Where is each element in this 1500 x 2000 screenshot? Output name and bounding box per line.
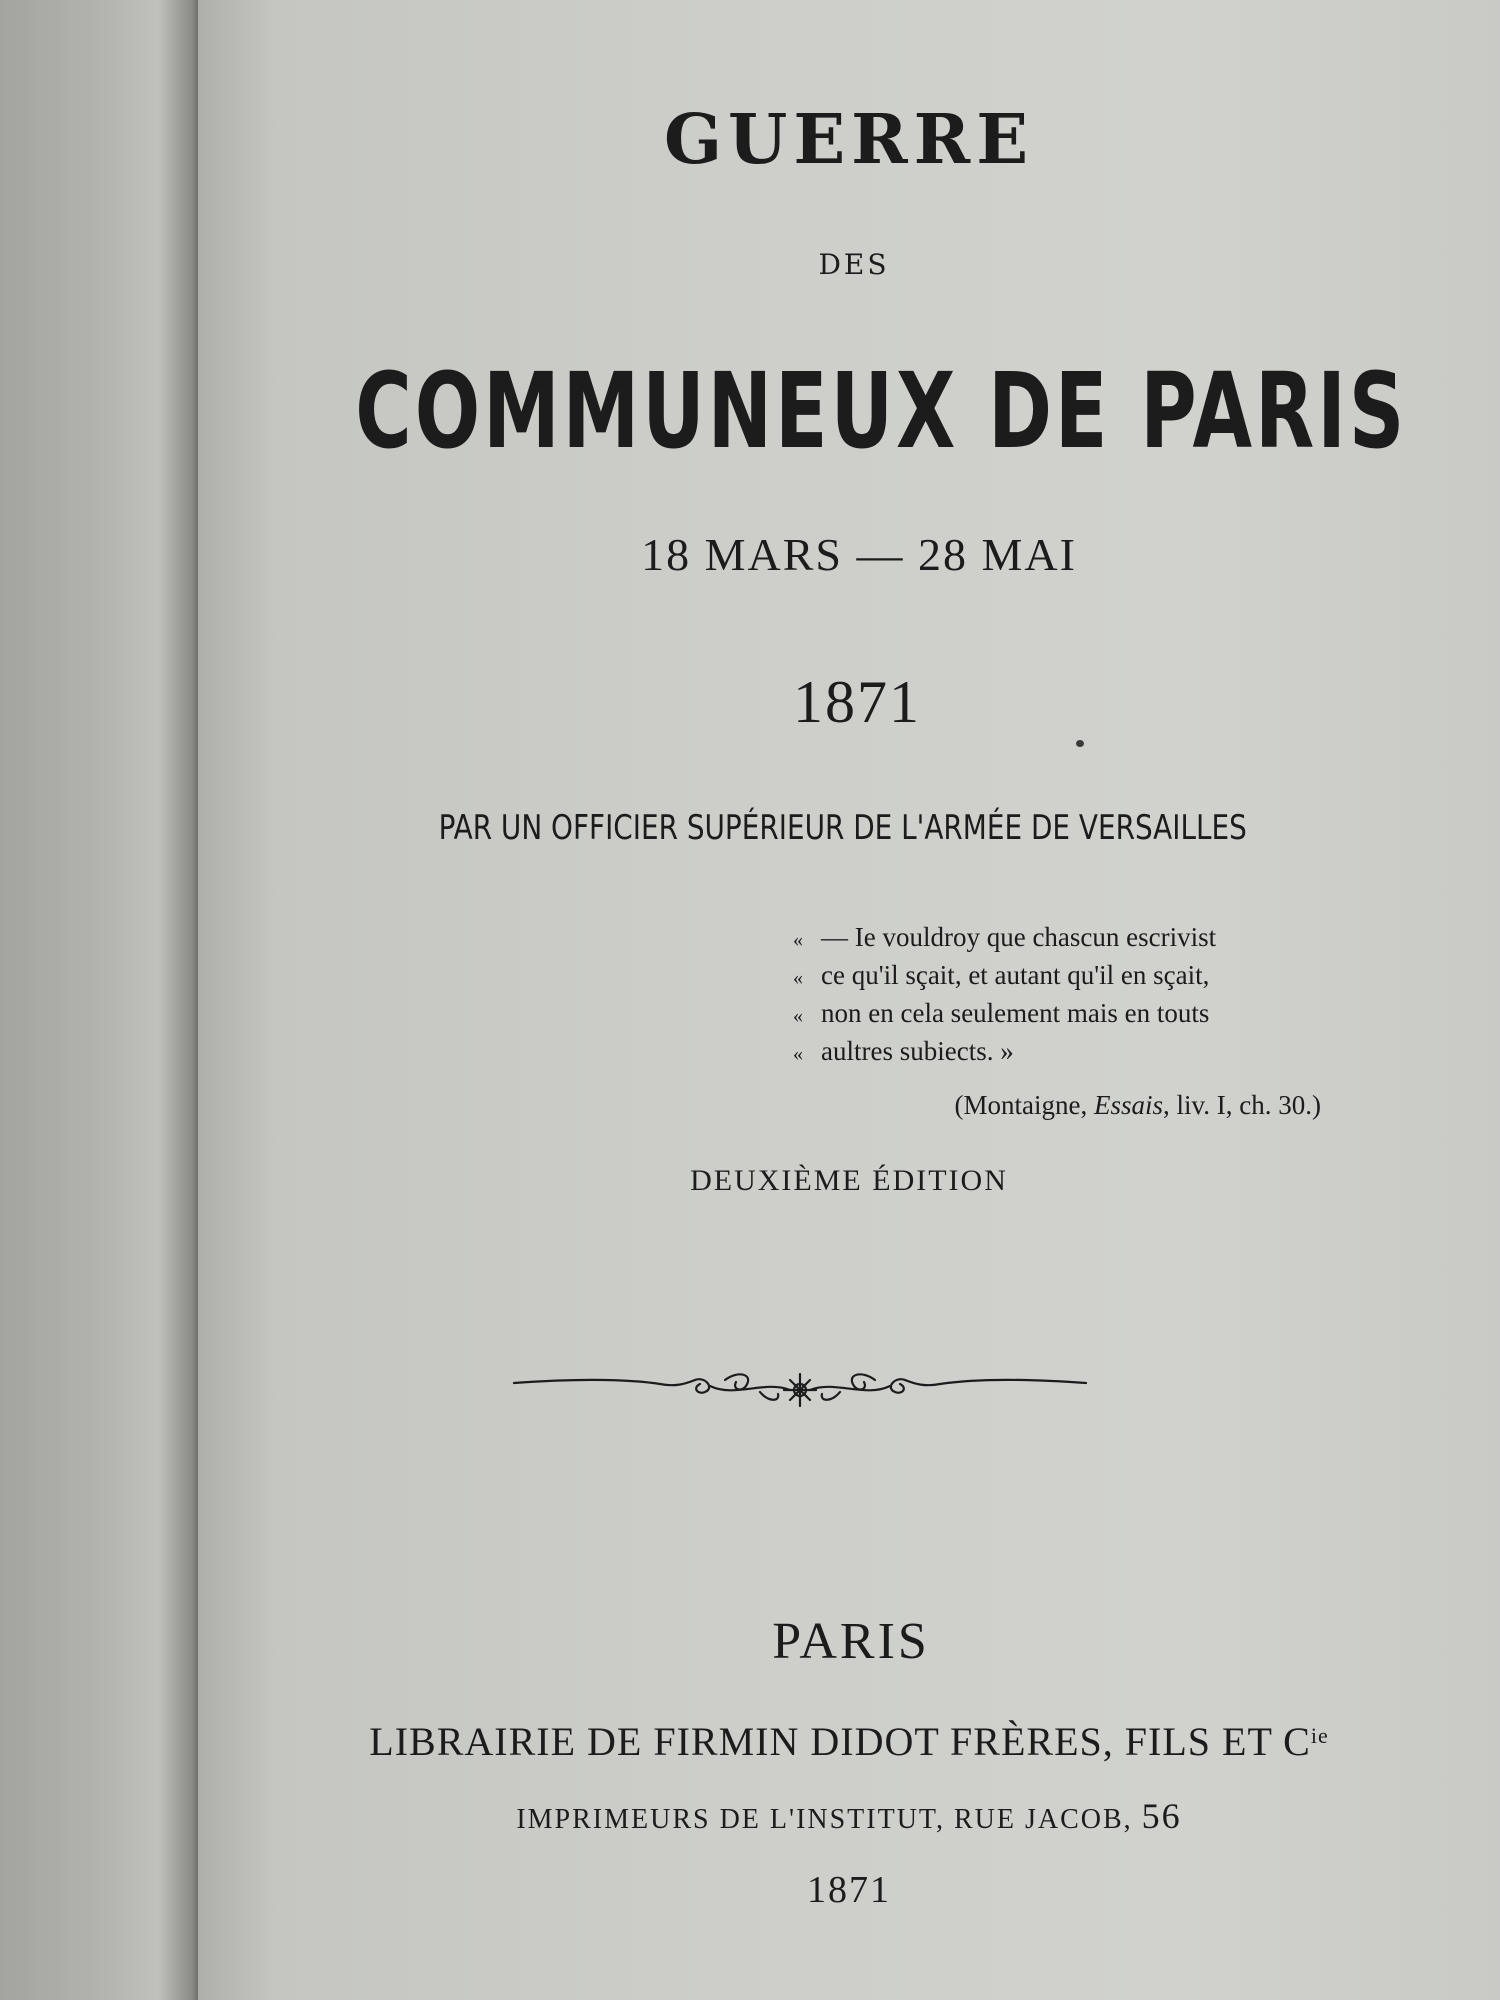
publisher-line: LIBRAIRIE DE FIRMIN DIDOT FRÈRES, FILS ET $C^{ie}$ [369,1719,1329,1764]
title-line-des: DES [818,248,890,281]
ink-speck [1076,740,1084,747]
title-line-guerre: GUERRE [663,100,1035,180]
title-year: 1871 [793,669,921,735]
imprint-city: PARIS [772,1613,930,1670]
author-line: PAR UN OFFICIER SUPÉRIEUR DE L'ARMÉE DE VERSAILLES [438,808,1247,848]
book-gutter-left-page [0,0,198,2000]
epigraph-line: « — Ie vouldroy que chascun escrivist [793,922,1217,952]
epigraph-citation: (Montaigne, Essais, liv. I, ch. 30.) [954,1090,1321,1120]
imprint-year: 1871 [807,1869,891,1911]
fleuron-ornament [510,1362,1090,1422]
title-page [198,0,1500,2000]
epigraph-line: « ce qu'il sçait, et autant qu'il en sçait, [793,960,1210,990]
epigraph-line: « aultres subiects. » [793,1036,1014,1066]
title-line-main: COMMUNEUX DE PARIS [355,350,1408,472]
epigraph [793,920,1333,1123]
epigraph-line: « non en cela seulement mais en touts [793,998,1210,1028]
edition-label: DEUXIÈME ÉDITION [690,1164,1008,1197]
printers-line: IMPRIMEURS DE L'INSTITUT, RUE JACOB, 56 [516,1796,1182,1836]
date-range: 18 MARS — 28 MAI [641,529,1077,580]
